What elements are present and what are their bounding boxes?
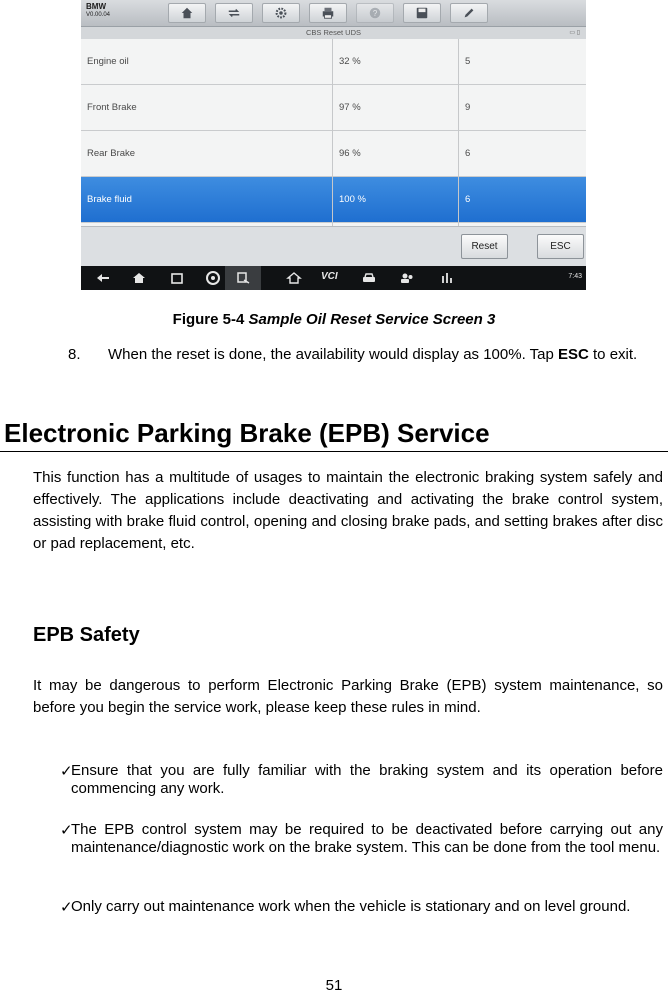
- users-icon[interactable]: [399, 270, 415, 286]
- subsection-title: EPB Safety: [33, 624, 140, 646]
- edit-icon[interactable]: [450, 3, 488, 23]
- browser-icon[interactable]: [205, 270, 221, 286]
- svg-text:?: ?: [372, 9, 378, 19]
- figure-screenshot: [81, 0, 586, 290]
- row-count: 9: [465, 102, 471, 113]
- car-icon[interactable]: [361, 270, 377, 286]
- step-text-after: to exit.: [588, 346, 638, 363]
- check-icon: ✓: [60, 898, 73, 916]
- screen-subtitle-bar: [81, 27, 586, 39]
- table-row[interactable]: [81, 85, 586, 131]
- settings-icon[interactable]: [262, 3, 300, 23]
- row-count: 6: [465, 194, 471, 205]
- row-availability: 32 %: [339, 56, 361, 67]
- row-name: Front Brake: [87, 102, 137, 113]
- step-number: 8.: [68, 346, 81, 363]
- row-count: 6: [465, 148, 471, 159]
- caption-title: Sample Oil Reset Service Screen 3: [248, 311, 496, 328]
- save-icon[interactable]: [403, 3, 441, 23]
- recent-apps-icon[interactable]: [169, 270, 185, 286]
- caption-prefix: Figure 5-4: [172, 311, 249, 328]
- reset-button[interactable]: Reset: [461, 234, 508, 259]
- row-availability: 97 %: [339, 102, 361, 113]
- screen-subtitle: CBS Reset UDS: [305, 28, 362, 37]
- bullet-text: Ensure that you are fully familiar with the braking system and its operation before commencing any work.: [71, 762, 663, 797]
- help-icon[interactable]: [356, 3, 394, 23]
- diagnostics-app-icon[interactable]: [225, 266, 261, 290]
- home-icon[interactable]: [168, 3, 206, 23]
- clock: 7:43: [568, 273, 582, 280]
- step-text: [108, 344, 663, 366]
- android-nav-bar: [81, 266, 586, 290]
- check-icon: ✓: [60, 821, 73, 839]
- bullet-text: Only carry out maintenance work when the vehicle is stationary and on level ground.: [71, 898, 631, 915]
- top-toolbar: [81, 0, 586, 27]
- intro-paragraph: This function has a multitude of usages to maintain the electronic braking system safely and effectively. The applications include deactivating and activating the brake control system, assisting with brake fluid control, opening and closing brake pads, and setting brakes after disc or pad replacement, etc.: [33, 469, 663, 552]
- brand-label: BMW: [86, 2, 106, 11]
- bullet-text: The EPB control system may be required to be deactivated before carrying out any maintenance/diagnostic work on the brake system. This can be done from the tool menu.: [71, 821, 663, 856]
- battery-status-icon: ▭ ▯: [569, 30, 580, 36]
- vci-indicator[interactable]: VCI: [321, 271, 338, 282]
- table-row[interactable]: [81, 131, 586, 177]
- row-name: Engine oil: [87, 56, 129, 67]
- page-number: 51: [325, 977, 343, 994]
- home-nav-icon[interactable]: [131, 270, 147, 286]
- row-name: Brake fluid: [87, 194, 132, 205]
- row-count: 5: [465, 56, 471, 67]
- row-availability: 100 %: [339, 194, 366, 205]
- version-label: V0.00.04: [86, 12, 111, 18]
- print-icon[interactable]: [309, 3, 347, 23]
- step-text-before: When the reset is done, the availability would display as 100%. Tap: [108, 346, 558, 363]
- table-row[interactable]: [81, 39, 586, 85]
- check-icon: ✓: [60, 762, 73, 780]
- vci-link-icon[interactable]: [439, 270, 455, 286]
- row-availability: 96 %: [339, 148, 361, 159]
- action-bar: [81, 226, 586, 267]
- vehicle-swap-icon[interactable]: [215, 3, 253, 23]
- section-divider: [0, 451, 668, 452]
- column-divider: [458, 39, 459, 226]
- row-name: Rear Brake: [87, 148, 136, 159]
- figure-caption: [0, 311, 668, 328]
- table-row-selected[interactable]: [81, 177, 586, 223]
- safety-intro-paragraph: It may be dangerous to perform Electronic Parking Brake (EPB) system maintenance, so before you begin the service work, please keep these rules in mind.: [33, 677, 663, 716]
- cbs-table: [81, 39, 586, 246]
- section-title: Electronic Parking Brake (EPB) Service: [4, 418, 490, 448]
- vehicle-brand: [86, 2, 110, 20]
- column-divider: [332, 39, 333, 226]
- esc-button[interactable]: ESC: [537, 234, 584, 259]
- step-esc-bold: ESC: [558, 346, 589, 363]
- back-icon[interactable]: [95, 270, 111, 286]
- maxifix-home-icon[interactable]: [286, 270, 302, 286]
